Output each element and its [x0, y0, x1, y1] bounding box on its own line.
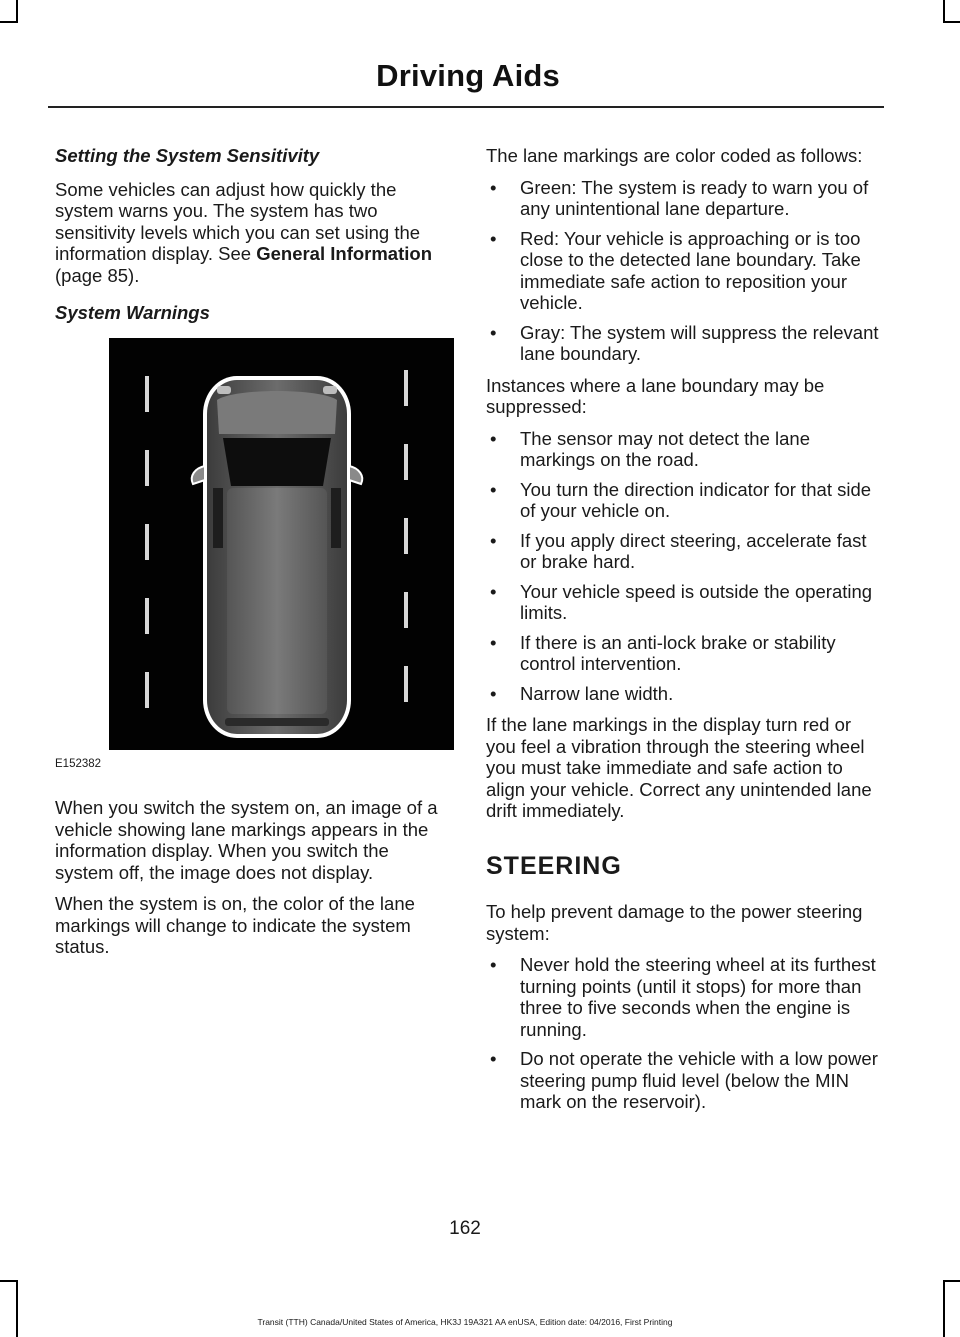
list-item: • Your vehicle speed is outside the operating limits.	[486, 581, 883, 624]
color-coding-intro: The lane markings are color coded as follows:	[486, 145, 863, 166]
steering-list	[486, 954, 883, 1113]
crop-mark	[0, 1280, 16, 1282]
general-information-link[interactable]: General Information	[256, 243, 432, 264]
list-item: • Never hold the steering wheel at its furthest turning points (until it stops) for more than three to five seconds when the engine is running.	[486, 954, 883, 1040]
edition-footer: Transit (TTH) Canada/United States of America, HK3J 19A321 AA enUSA, Edition date: 04/2016, First Printing	[257, 1317, 673, 1327]
right-lane-markings	[404, 370, 408, 702]
crop-mark	[16, 0, 18, 23]
list-item: • The sensor may not detect the lane markings on the road.	[486, 428, 883, 471]
list-item: • Red: Your vehicle is approaching or is too close to the detected lane boundary. Take immediate safe action to reposition your vehicle.	[486, 228, 883, 314]
list-item: • Do not operate the vehicle with a low power steering pump fluid level (below the MIN mark on the reservoir).	[486, 1048, 883, 1113]
steering-heading: STEERING	[486, 851, 622, 880]
system-warnings-heading: System Warnings	[55, 302, 210, 323]
suppression-intro: Instances where a lane boundary may be suppressed:	[486, 374, 825, 417]
page-number: 162	[449, 1218, 481, 1239]
list-item: • You turn the direction indicator for that side of your vehicle on.	[486, 479, 883, 522]
steering-intro: To help prevent damage to the power steering system:	[486, 901, 863, 944]
list-item: • Narrow lane width.	[486, 683, 883, 705]
color-change-paragraph: When the system is on, the color of the lane markings will change to indicate the system status.	[55, 893, 415, 957]
left-lane-markings	[145, 376, 149, 708]
list-item: • Gray: The system will suppress the relevant lane boundary.	[486, 322, 883, 365]
left-column	[55, 145, 452, 968]
crop-mark	[943, 1280, 960, 1282]
figure-code: E152382	[55, 757, 102, 770]
system-on-paragraph: When you switch the system on, an image of a vehicle showing lane markings appears in the information display. When you switch the system off, the image does not display.	[55, 797, 438, 883]
crop-mark	[0, 21, 16, 23]
section-title: Driving Aids	[376, 58, 560, 93]
crop-mark	[943, 21, 960, 23]
list-item: • If there is an anti-lock brake or stability control intervention.	[486, 632, 883, 675]
lane-keeping-display-figure	[109, 338, 454, 750]
sensitivity-heading: Setting the System Sensitivity	[55, 145, 320, 166]
suppression-list	[486, 428, 883, 705]
crop-mark	[943, 0, 945, 23]
vehicle-top-view-illustration	[109, 338, 454, 750]
red-markings-paragraph: If the lane markings in the display turn red or you feel a vibration through the steering wheel you must take immediate and safe action to align your vehicle. Correct any unintended lane drift immediately.	[486, 714, 872, 821]
list-item: • Green: The system is ready to warn you of any unintentional lane departure.	[486, 177, 883, 220]
color-coding-list	[486, 177, 883, 365]
page-reference: (page 85).	[55, 264, 140, 286]
right-column	[486, 145, 883, 1123]
sensitivity-paragraph	[55, 179, 452, 287]
crop-mark	[943, 1280, 945, 1337]
sensitivity-text: Some vehicles can adjust how quickly the system warns you. The system has two sensitivity levels which you can set using the information display. See	[55, 178, 421, 264]
crop-mark	[16, 1280, 18, 1337]
header-divider	[48, 106, 884, 108]
list-item: • If you apply direct steering, accelerate fast or brake hard.	[486, 530, 883, 573]
